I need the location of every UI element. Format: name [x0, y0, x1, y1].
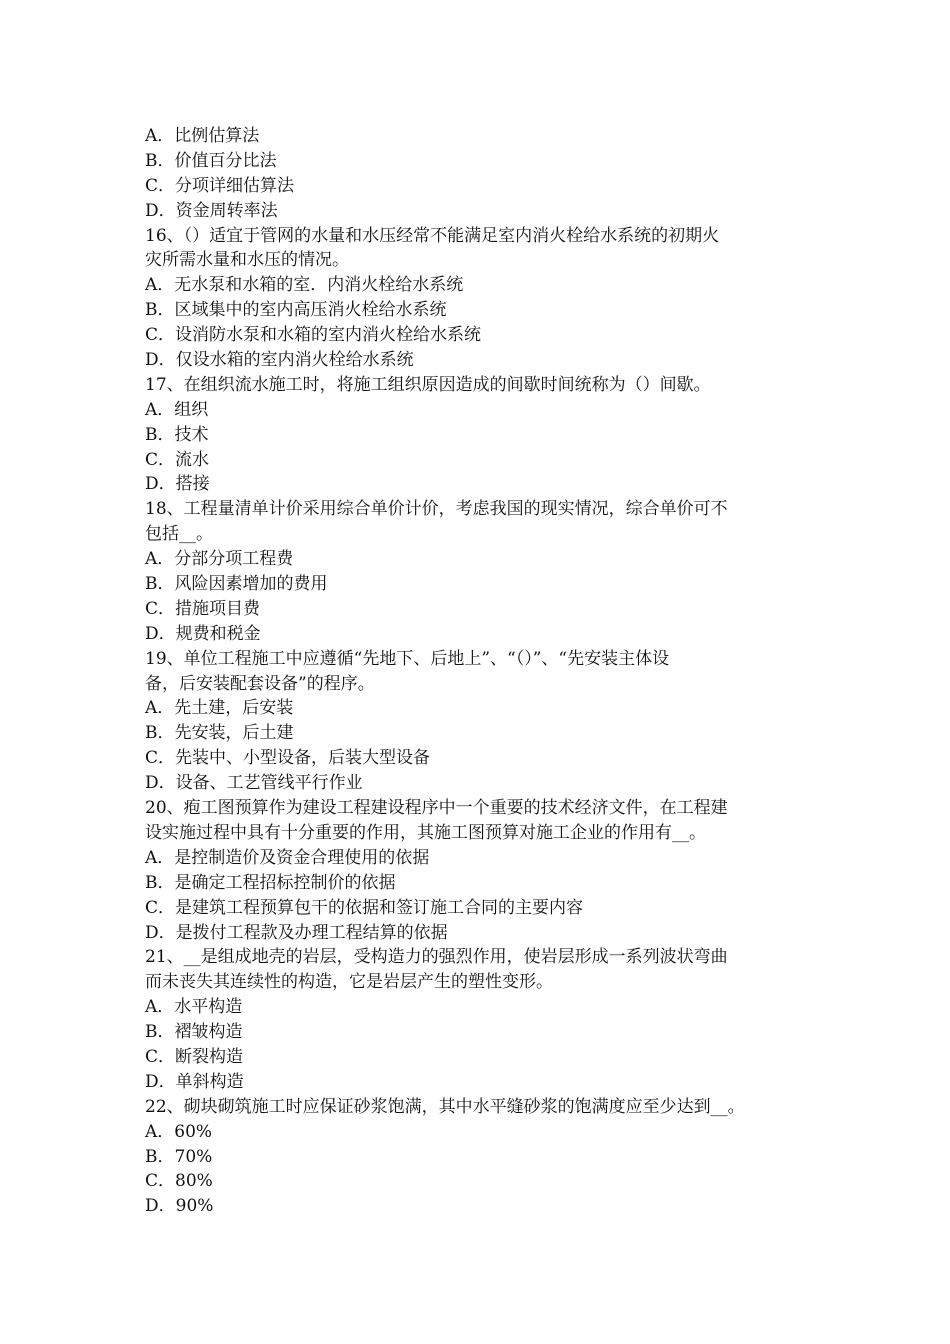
option-item	[145, 696, 807, 721]
option-label: B．	[145, 574, 175, 595]
option-text: 先装中、小型设备，后装大型设备	[175, 748, 431, 769]
option-text: 褶皱构造	[174, 1022, 243, 1043]
option-label: B．	[145, 872, 175, 893]
question-text-line: 22、砌块砌筑施工时应保证砂浆饱满，其中水平缝砂浆的饱满度应至少达到__。	[145, 1096, 745, 1117]
prev-options	[145, 124, 807, 224]
option-item	[145, 1194, 807, 1219]
question-block	[145, 647, 807, 796]
option-label: D．	[145, 623, 176, 644]
question-text-line: 17、在组织流水施工时，将施工组织原因造成的间歇时间统称为（）间歇。	[145, 374, 711, 395]
option-text: 风险因素增加的费用	[174, 574, 328, 595]
option-item	[145, 348, 807, 373]
option-label: A．	[145, 847, 175, 868]
question-list	[145, 224, 807, 1220]
option-label: D．	[145, 350, 176, 371]
question-text-line: 21、__是组成地壳的岩层，受构造力的强烈作用，使岩层形成一系列波状弯曲	[145, 947, 728, 968]
option-item	[145, 273, 807, 298]
option-label: D．	[145, 1071, 176, 1092]
question-text-line: 设实施过程中具有十分重要的作用，其施工图预算对施工企业的作用有__。	[145, 822, 706, 843]
option-item	[145, 746, 807, 771]
question-text-line: 而未丧失其连续性的构造，它是岩层产生的塑性变形。	[145, 972, 553, 993]
option-text: 断裂构造	[175, 1046, 244, 1067]
option-label: D．	[145, 922, 176, 943]
option-item	[145, 323, 807, 348]
option-item	[145, 846, 807, 871]
option-item	[145, 995, 807, 1020]
option-text: 80%	[175, 1171, 213, 1192]
option-text: 单斜构造	[175, 1071, 244, 1092]
question-block	[145, 497, 807, 646]
option-text: 组织	[174, 399, 209, 420]
question-text-line: 包括__。	[145, 524, 213, 545]
option-label: B．	[145, 300, 175, 321]
option-item	[145, 572, 807, 597]
option-item	[145, 921, 807, 946]
option-label: C．	[145, 1171, 176, 1192]
option-label: A．	[145, 549, 175, 570]
option-label: A．	[145, 997, 175, 1018]
option-text: 分部分项工程费	[174, 549, 294, 570]
option-item	[145, 1145, 807, 1170]
option-text: 措施项目费	[175, 598, 261, 619]
option-text: 是控制造价及资金合理使用的依据	[174, 847, 430, 868]
option-item	[145, 1169, 807, 1194]
option-text: 设消防水泵和水箱的室内消火栓给水系统	[175, 325, 482, 346]
option-b: B．价值百分比法	[145, 150, 277, 171]
question-text-line: 20、疱工图预算作为建设工程建设程序中一个重要的技术经济文件，在工程建	[145, 798, 728, 819]
option-label: B．	[145, 1146, 175, 1167]
option-text: 流水	[175, 449, 210, 470]
option-text: 水平构造	[174, 997, 243, 1018]
option-text: 先安装，后土建	[174, 723, 294, 744]
option-label: B．	[145, 723, 175, 744]
option-text: 无水泵和水箱的室．内消火栓给水系统	[174, 275, 464, 296]
option-item	[145, 448, 807, 473]
option-text: 仅设水箱的室内消火栓给水系统	[175, 350, 414, 371]
option-label: C．	[145, 449, 176, 470]
option-item	[145, 622, 807, 647]
option-label: A．	[145, 275, 175, 296]
question-text-line: 灾所需水量和水压的情况。	[145, 250, 349, 271]
option-text: 60%	[174, 1121, 213, 1142]
option-text: 是建筑工程预算包干的依据和签订施工合同的主要内容	[175, 897, 584, 918]
option-label: A．	[145, 698, 175, 719]
option-c: C．分项详细估算法	[145, 175, 295, 196]
option-item	[145, 871, 807, 896]
option-d: D．资金周转率法	[145, 200, 278, 221]
option-text: 是确定工程招标控制价的依据	[174, 872, 396, 893]
document-page	[145, 124, 807, 1219]
option-text: 70%	[174, 1146, 213, 1167]
option-item	[145, 472, 807, 497]
option-text: 90%	[175, 1196, 214, 1217]
option-item	[145, 398, 807, 423]
question-block	[145, 945, 807, 1094]
question-block	[145, 1095, 807, 1219]
option-item	[145, 1045, 807, 1070]
option-text: 先土建，后安装	[174, 698, 294, 719]
option-label: D．	[145, 474, 176, 495]
option-label: A．	[145, 399, 175, 420]
option-label: C．	[145, 598, 176, 619]
option-text: 规费和税金	[175, 623, 261, 644]
option-label: C．	[145, 748, 176, 769]
question-block	[145, 373, 807, 497]
option-text: 搭接	[175, 474, 210, 495]
question-text-line: 19、单位工程施工中应遵循“先地下、后地上”、“（）”、“先安装主体设	[145, 648, 670, 669]
option-text: 技术	[174, 424, 209, 445]
option-item	[145, 771, 807, 796]
option-item	[145, 423, 807, 448]
option-a: A．比例估算法	[145, 126, 260, 146]
option-text: 是拨付工程款及办理工程结算的依据	[175, 922, 448, 943]
option-item	[145, 721, 807, 746]
option-label: B．	[145, 1022, 175, 1043]
question-text-line: 16、（）适宜于管网的水量和水压经常不能满足室内消火栓给水系统的初期火	[145, 225, 720, 246]
option-item	[145, 547, 807, 572]
option-label: A．	[145, 1121, 175, 1142]
option-label: C．	[145, 897, 176, 918]
question-block	[145, 224, 807, 373]
option-item	[145, 597, 807, 622]
option-label: C．	[145, 325, 176, 346]
option-item	[145, 1020, 807, 1045]
option-label: D．	[145, 773, 176, 794]
question-text-line: 18、工程量清单计价采用综合单价计价，考虑我国的现实情况，综合单价可不	[145, 499, 728, 520]
option-label: D．	[145, 1196, 176, 1217]
option-item	[145, 298, 807, 323]
option-text: 区域集中的室内高压消火栓给水系统	[174, 300, 447, 321]
question-text-line: 备，后安装配套设备”的程序。	[145, 673, 375, 694]
option-text: 设备、工艺管线平行作业	[175, 773, 363, 794]
question-block	[145, 796, 807, 945]
option-item	[145, 1120, 807, 1145]
option-item	[145, 1070, 807, 1095]
option-item	[145, 896, 807, 921]
option-label: B．	[145, 424, 175, 445]
option-label: C．	[145, 1046, 176, 1067]
